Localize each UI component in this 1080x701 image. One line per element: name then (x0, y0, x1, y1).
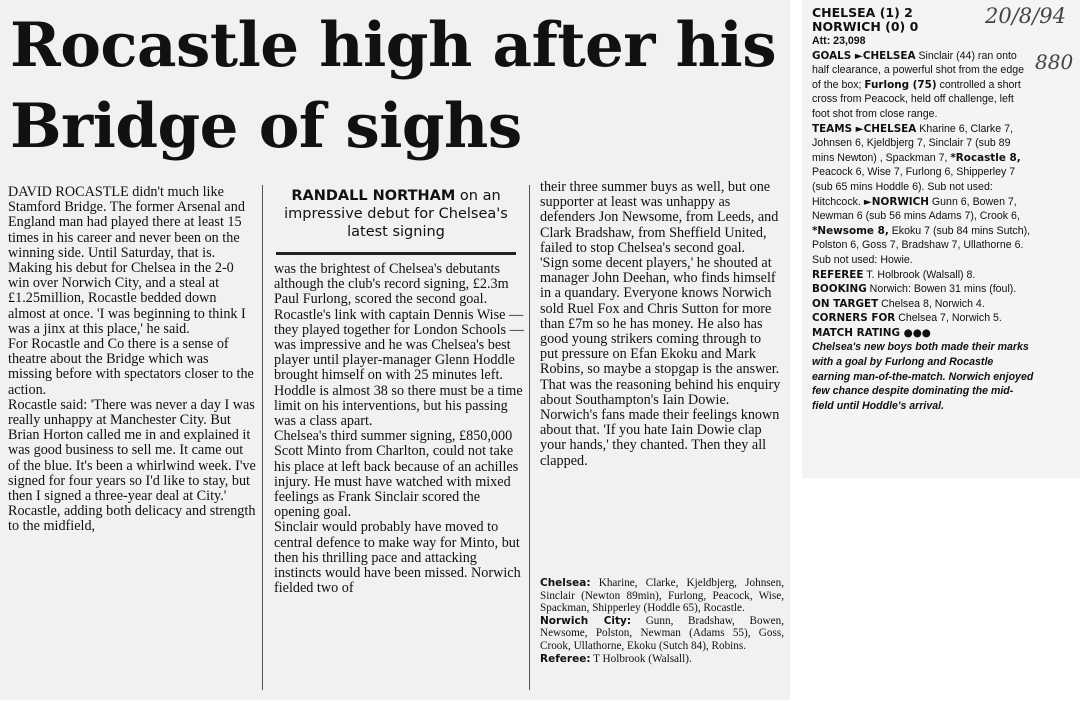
stat-label: BOOKING (812, 283, 867, 296)
attendance: Att: 23,098 (812, 35, 866, 47)
standfirst (272, 187, 520, 241)
stat-text: Sinclair (44) ran onto half clearance, a powerful shot from the edge of the box; (812, 49, 1024, 91)
star-player: *Newsome 8, (812, 224, 889, 237)
stat-text: Gunn 6, Bowen 7, Newman 6 (sub 56 mins Adams 7), Crook 6, (812, 195, 1020, 223)
on-target (812, 297, 1034, 312)
referee-line (540, 653, 784, 666)
stat-label: GOALS ►CHELSEA (812, 49, 916, 62)
paragraph: Making his debut for Chelsea in the 2-0 win over Norwich City, and a steal at £1.25million, Rocastle bedded down almost at once. 'I was beginning to think I was a jinx at this place,' he said. (8, 260, 246, 337)
stat-text: Ekoku 7 (sub 84 mins Sutch), Polston 6, Goss 7, Bradshaw 7, Ullathorne 6. Sub not used: Howie. (812, 224, 1031, 266)
chelsea-lineup (540, 577, 784, 615)
star-player: *Rocastle 8, (950, 151, 1021, 164)
byline: RANDALL NORTHAM (291, 188, 456, 204)
handwritten-number: 880 (1035, 50, 1074, 74)
paragraph: Norwich's fans made their feelings known about that. 'If you hate Iain Dowie clap your hands,' they chanted. Then they all clapped. (540, 407, 780, 469)
lineup-label: Chelsea: (540, 577, 591, 589)
stat-text: T. Holbrook (Walsall) 8. (863, 268, 976, 281)
column-divider (529, 185, 530, 690)
stat-text: Kharine 6, Clarke 7, Johnsen 6, Kjeldbjerg 7, Sinclair 7 (sub 89 mins Newton) , Spackman 7, (812, 122, 1013, 164)
stat-label: MATCH RATING ●●● (812, 326, 931, 339)
standfirst-rule (276, 252, 516, 255)
paragraph: DAVID ROCASTLE didn't much like Stamford Bridge. The former Arsenal and England man had played there at least 15 times in his career and never been on the winning side. Until Saturday, that is. (8, 184, 245, 261)
lineup-label: Referee: (540, 652, 591, 665)
stat-label: CORNERS FOR (812, 312, 896, 325)
paragraph: was the brightest of Chelsea's debutants although the club's record signing, £2.3m Paul Furlong, scored the second goal. Rocastle's link with captain Dennis Wise — they played together for London Schools — was impressive and he was Chelsea's best player until player-manager Glenn Hoddle brought himself on with 25 minutes left. Hoddle is almost 38 so there must be a time limit on his interventions, but his passing was a class apart. (274, 261, 524, 430)
score-home: CHELSEA (1) 2 (812, 5, 913, 20)
teams (812, 122, 1034, 268)
article-column-3 (540, 180, 782, 469)
scorer-name: Furlong (75) (864, 78, 937, 91)
summary-text: Chelsea's new boys both made their marks with a goal by Furlong and Rocastle earning man-of-the-match. Norwich enjoyed few chance despite dominating the mid-field until Hoddle's arrival. (812, 341, 1034, 412)
lineup-text: T Holbrook (Walsall). (590, 652, 692, 665)
column-divider (262, 185, 263, 690)
paragraph: Sinclair would probably have moved to central defence to make way for Minto, but then his thrilling pace and attacking instincts would have been missed. Norwich fielded two of (274, 519, 521, 597)
paragraph: their three summer buys as well, but one supporter at least was unhappy as defenders Jon Newsome, from Leeds, and Clark Bradshaw, from Sheffield United, failed to stop Chelsea's second goal. (540, 179, 779, 256)
lineup-text: Kharine, Clarke, Kjeldbjerg, Johnsen, Sinclair (Newton 89min), Furlong, Peacock, Wise, Spackman, Shipperley (Hoddle 65), Rocastle. (540, 577, 784, 615)
paragraph: Rocastle, adding both delicacy and strength to the midfield, (8, 503, 256, 535)
team-lineups (540, 577, 784, 665)
stat-label: ON TARGET (812, 297, 879, 310)
stat-label: REFEREE (812, 268, 864, 281)
lineup-text: Gunn, Bradshaw, Bowen, Newsome, Polston, Newman (Adams 55), Goss, Crook, Ullathorne, Ekoku (Sutch 84), Robins. (540, 614, 784, 652)
referee (812, 268, 1034, 283)
stat-label: ►NORWICH (863, 195, 929, 208)
headline: Rocastle high after his Bridge of sighs (10, 10, 777, 162)
article-column-2 (274, 262, 524, 596)
stat-text: Norwich: Bowen 31 mins (foul). (866, 283, 1017, 296)
match-rating (812, 326, 1034, 341)
paragraph: 'Sign some decent players,' he shouted at manager John Deehan, who finds himself in a quandary. Everyone knows Norwich sold Ruel Fox and Chris Sutton for more than £7m so he has money. He also has good young strikers coming through to put pressure on Efan Ekoku and Mark Robins, so maybe a stopgap is the answer. That was the reasoning behind his enquiry about Southampton's Iain Dowie. (540, 255, 781, 408)
paragraph: Chelsea's third summer signing, £850,000 Scott Minto from Charlton, could not take his place at left back because of an achilles injury. He must have watched with mixed feelings as Frank Sinclair scored the opening goal. (274, 428, 519, 521)
score-away: NORWICH (0) 0 (812, 19, 919, 34)
match-stats-panel (812, 6, 1034, 413)
paragraph: Rocastle said: 'There was never a day I was really unhappy at Manchester City. But Brian Horton called me in and explained it was good business to sell me. It came out of the blue. It's been a whirlwind week. I've signed for four years so I'd like to stay, but then I signed a three-year deal at City.' (8, 396, 256, 505)
booking (812, 282, 1034, 297)
stat-text: Chelsea 7, Norwich 5. (895, 312, 1002, 325)
goals (812, 49, 1034, 122)
standfirst-text: on an impressive debut for Chelsea's latest signing (284, 188, 508, 240)
norwich-lineup (540, 615, 784, 653)
stat-label: TEAMS ►CHELSEA (812, 122, 917, 135)
article-column-1 (8, 185, 256, 535)
lineup-label: Norwich City: (540, 614, 632, 627)
stat-text: Peacock 6, Wise 7, Furlong 6, Shipperley 7 (sub 65 mins Hoddle 6). Sub not used: Hitchcock. (812, 166, 1016, 208)
handwritten-date: 20/8/94 (985, 4, 1066, 28)
match-summary (812, 340, 1034, 413)
corners (812, 311, 1034, 326)
stat-text: Chelsea 8, Norwich 4. (878, 297, 985, 310)
stat-text: controlled a short cross from Peacock, held off challenge, left foot shot from close range. (812, 78, 1021, 120)
paragraph: For Rocastle and Co there is a sense of theatre about the Bridge which was missing before with spectators closer to the action. (8, 336, 254, 398)
